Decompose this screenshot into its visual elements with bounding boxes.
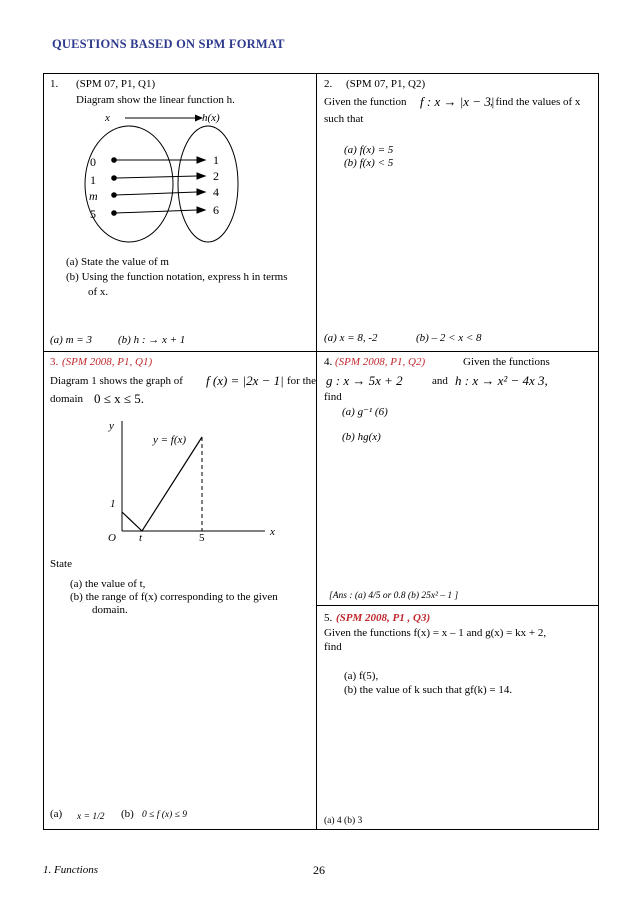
domain-0: 0	[90, 155, 96, 169]
q4-h-function: h : x → x² − 4x 3,	[455, 373, 548, 388]
map-arrowhead-1	[197, 157, 205, 163]
q2-answer-b: (b) – 2 < x < 8	[416, 332, 482, 344]
codomain-6: 6	[213, 203, 219, 217]
q5-part-a: (a) f(5),	[344, 670, 379, 682]
q3-source: (SPM 2008, P1, Q1)	[62, 356, 153, 368]
y-axis-label: y	[109, 420, 114, 432]
q5-source: (SPM 2008, P1 , Q3)	[336, 612, 431, 624]
map-arrow-2	[116, 176, 197, 178]
codomain-ellipse	[178, 126, 238, 242]
q5-part-b: (b) the value of k such that gf(k) = 14.	[344, 684, 513, 696]
map-arrow-3	[116, 192, 197, 195]
y-one-label: 1	[110, 498, 116, 510]
codomain-4: 4	[213, 185, 219, 199]
q1-number: 1.	[50, 78, 59, 90]
q3-answer-b-label: (b)	[121, 808, 134, 820]
map-arrowhead-3	[197, 189, 205, 195]
q2-source: (SPM 07, P1, Q2)	[346, 78, 426, 90]
q4-source: (SPM 2008, P1, Q2)	[335, 356, 426, 368]
domain-1: 1	[90, 173, 96, 187]
q1-part-a: (a) State the value of m	[66, 256, 169, 268]
arrow-diagram	[50, 108, 310, 248]
codomain-2: 2	[213, 169, 219, 183]
q5-answer: (a) 4 (b) 3	[324, 816, 363, 826]
q4-and: and	[432, 375, 448, 387]
x-five-label: 5	[199, 532, 205, 544]
codomain-1: 1	[213, 153, 219, 167]
domain-dot-5	[112, 211, 117, 216]
page-number: 26	[313, 863, 325, 877]
domain-ellipse	[85, 126, 173, 242]
curve-label: y = f(x)	[153, 434, 187, 446]
domain-5: 5	[90, 207, 96, 221]
q3-state: State	[50, 558, 72, 570]
codomain-label: h(x)	[202, 112, 220, 124]
q2-part-b: (b) f(x) < 5	[344, 157, 394, 169]
q2-intro-pre: Given the function	[324, 96, 407, 108]
q3-graph	[95, 415, 295, 545]
q3-domain-word: domain	[50, 393, 83, 405]
row-divider-2	[316, 605, 599, 606]
page-title: QUESTIONS BASED ON SPM FORMAT	[52, 37, 285, 51]
map-arrowhead-4	[197, 207, 205, 213]
domain-dot-0	[112, 158, 117, 163]
q5-intro: Given the functions f(x) = x – 1 and g(x) = kx + 2,	[324, 627, 547, 639]
q3-part-a: (a) the value of t,	[70, 578, 146, 590]
column-divider	[316, 73, 317, 830]
q4-part-a: (a) g⁻¹ (6)	[342, 406, 388, 418]
q3-answer-a-label: (a)	[50, 808, 63, 820]
q1-part-b-line2: of x.	[88, 286, 109, 298]
q3-intro-post: for the	[287, 375, 317, 387]
map-arrow-4	[116, 210, 197, 213]
q3-answer-b-value: 0 ≤ f (x) ≤ 9	[142, 810, 187, 820]
q4-intro: Given the functions	[463, 356, 550, 368]
q4-answer: [Ans : (a) 4/5 or 0.8 (b) 25x² – 1 ]	[329, 591, 459, 601]
q5-number: 5.	[324, 612, 333, 624]
domain-m: m	[89, 189, 98, 203]
q3-part-b-line2: domain.	[92, 604, 128, 616]
q2-number: 2.	[324, 78, 333, 90]
q4-find: find	[324, 391, 342, 403]
q4-g-function: g : x → 5x + 2	[326, 373, 403, 388]
q2-part-a: (a) f(x) = 5	[344, 144, 394, 156]
footer-chapter: 1. Functions	[43, 864, 98, 876]
q3-number: 3.	[50, 356, 59, 368]
q1-intro: Diagram show the linear function h.	[76, 94, 235, 106]
q3-intro-pre: Diagram 1 shows the graph of	[50, 375, 183, 387]
x-axis-label: x	[270, 526, 275, 538]
q3-function: f (x) = |2x − 1|	[206, 373, 284, 388]
graph-curve	[122, 437, 202, 531]
q4-part-b: (b) hg(x)	[342, 431, 381, 443]
t-label: t	[139, 532, 143, 544]
q1-answer-b: (b) h : → x + 1	[118, 334, 186, 346]
map-arrowhead-2	[197, 173, 205, 179]
domain-dot-1	[112, 176, 117, 181]
q1-source: (SPM 07, P1, Q1)	[76, 78, 156, 90]
domain-dot-m	[112, 193, 117, 198]
q1-answer-a: (a) m = 3	[50, 334, 92, 346]
q3-answer-a-value: x = 1/2	[77, 812, 105, 822]
q4-number: 4.	[324, 356, 333, 368]
q2-intro-2: such that	[324, 113, 364, 125]
q5-find: find	[324, 641, 342, 653]
q1-part-b-line1: (b) Using the function notation, express h in terms	[66, 271, 288, 283]
row-divider-1	[43, 351, 599, 352]
origin-label: O	[108, 532, 116, 544]
domain-label: x	[105, 112, 110, 124]
q2-answer-a: (a) x = 8, -2	[324, 332, 378, 344]
q2-intro-post: , find the values of x	[490, 96, 581, 108]
q2-function: f : x → |x − 3|	[420, 94, 495, 109]
q3-domain: 0 ≤ x ≤ 5.	[94, 391, 145, 406]
q3-part-b-line1: (b) the range of f(x) corresponding to the given	[70, 591, 278, 603]
